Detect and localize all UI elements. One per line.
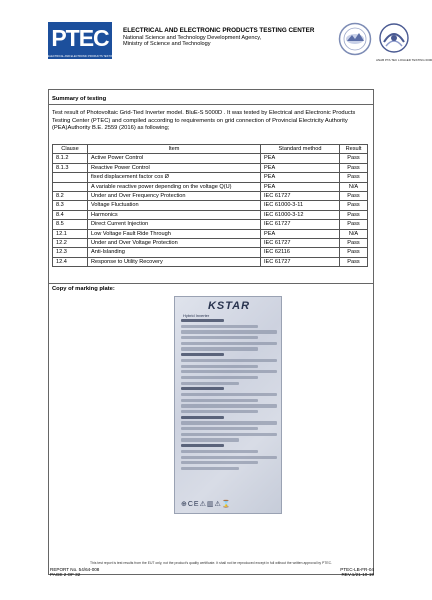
- cell-standard: PEA: [261, 229, 340, 238]
- table-row: [53, 163, 368, 172]
- table-row: [53, 229, 368, 238]
- cell-item: Response to Utility Recovery: [88, 257, 261, 266]
- organization-agency: National Science and Technology Development Agency,: [123, 34, 262, 41]
- cell-clause: 8.2: [53, 191, 88, 200]
- cell-item: Reactive Power Control: [88, 163, 261, 172]
- cell-clause: [53, 182, 88, 191]
- ilac-mra-seal: [376, 22, 432, 62]
- cell-standard: PEA: [261, 154, 340, 163]
- cell-result: N/A: [340, 182, 368, 191]
- cell-item: Under and Over Voltage Protection: [88, 238, 261, 247]
- cell-item: Anti-Islanding: [88, 248, 261, 257]
- header-standard: Standard method: [261, 145, 340, 154]
- plate-subtitle: Hybrid Inverter: [183, 313, 210, 318]
- cell-item: Voltage Fluctuation: [88, 201, 261, 210]
- table-row: [53, 248, 368, 257]
- header-clause: Clause: [53, 145, 88, 154]
- cell-item: fixed displacement factor cos Ø: [88, 173, 261, 182]
- cell-standard: IEC 61727: [261, 220, 340, 229]
- cell-result: Pass: [340, 238, 368, 247]
- cell-item: A variable reactive power depending on the voltage Q(U): [88, 182, 261, 191]
- cell-result: Pass: [340, 257, 368, 266]
- certification-icons: ⊕CE⚠▥⚠⌛: [181, 501, 232, 508]
- cell-clause: 12.4: [53, 257, 88, 266]
- table-row: [53, 173, 368, 182]
- table-row: [53, 201, 368, 210]
- results-table: [52, 144, 368, 267]
- table-row: [53, 210, 368, 219]
- organization-ministry: Ministry of Science and Technology: [123, 41, 211, 48]
- cell-standard: IEC 61727: [261, 238, 340, 247]
- cell-result: Pass: [340, 191, 368, 200]
- cell-standard: IEC 61727: [261, 191, 340, 200]
- cell-standard: PEA: [261, 173, 340, 182]
- ilac-seal-icon: [376, 22, 412, 56]
- table-row: [53, 182, 368, 191]
- revision: REV.1/21-10-19: [341, 572, 374, 578]
- cell-clause: 8.1.2: [53, 154, 88, 163]
- cell-clause: 8.5: [53, 220, 88, 229]
- report-header: [48, 22, 432, 70]
- ptec-logo: PTEC: [48, 22, 112, 54]
- cell-result: Pass: [340, 154, 368, 163]
- cell-result: Pass: [340, 210, 368, 219]
- cell-clause: 8.3: [53, 201, 88, 210]
- cell-item: Direct Current Injection: [88, 220, 261, 229]
- organization-name: ELECTRICAL AND ELECTRONIC PRODUCTS TESTING CENTER: [123, 27, 315, 34]
- table-header-row: [53, 145, 368, 154]
- ptec-logo-subtext: ELECTRICAL AND ELECTRONIC PRODUCTS TESTING CENTER: [48, 55, 126, 58]
- summary-title: Summary of testing: [52, 96, 107, 102]
- cell-result: Pass: [340, 173, 368, 182]
- table-row: [53, 238, 368, 247]
- marking-plate-image: [174, 296, 282, 514]
- cell-clause: 8.4: [53, 210, 88, 219]
- organization-block: [123, 28, 314, 48]
- table-row: [53, 257, 368, 266]
- page-footer: [50, 567, 374, 578]
- plate-specifications: [181, 319, 277, 473]
- table-row: [53, 191, 368, 200]
- cell-item: Under and Over Frequency Protection: [88, 191, 261, 200]
- cell-standard: PEA: [261, 182, 340, 191]
- cell-result: Pass: [340, 201, 368, 210]
- cell-standard: IEC 61000-3-11: [261, 201, 340, 210]
- seal-caption: ANAB PTA TEC LOGGED TESTING 0000: [376, 58, 432, 62]
- cell-standard: IEC 61727: [261, 257, 340, 266]
- cell-clause: 12.2: [53, 238, 88, 247]
- table-divider: [48, 283, 374, 284]
- cell-clause: 12.3: [53, 248, 88, 257]
- table-row: [53, 220, 368, 229]
- cell-standard: PEA: [261, 163, 340, 172]
- header-result: Result: [340, 145, 368, 154]
- header-item: Item: [88, 145, 261, 154]
- form-number: PTEC-LB-FR-04: [340, 567, 374, 572]
- cell-result: Pass: [340, 220, 368, 229]
- cell-clause: [53, 173, 88, 182]
- footer-disclaimer: This test report is test results from the EUT only, not the product's quality certificate. It shall not be reproduced except in full without the written approval by PTEC.: [90, 561, 332, 565]
- cell-result: N/A: [340, 229, 368, 238]
- page-number: PAGE 2 OF 32: [50, 572, 81, 578]
- accreditation-seal-icon: [338, 22, 372, 56]
- cell-item: Harmonics: [88, 210, 261, 219]
- summary-intro: Test result of Photovoltaic Grid-Tied Inverter model. BluE-S 5000D . It was tested by Electrical and Electronic Products Testing Center (PTEC) and compiled according to requirements on grid connection of Provincial Electricity Authority (PEA)Authority B.E. 2559 (2016) as following;: [52, 110, 356, 132]
- title-divider: [48, 104, 374, 105]
- table-row: [53, 154, 368, 163]
- cell-result: Pass: [340, 163, 368, 172]
- cell-item: Low Voltage Fault Ride Through: [88, 229, 261, 238]
- cell-standard: IEC 61000-3-12: [261, 210, 340, 219]
- cell-result: Pass: [340, 248, 368, 257]
- marking-plate-title: Copy of marking plate:: [52, 286, 115, 292]
- report-number: REPORT No. 54/64-008: [50, 567, 100, 572]
- cell-standard: IEC 62116: [261, 248, 340, 257]
- cell-clause: 8.1.3: [53, 163, 88, 172]
- cell-item: Active Power Control: [88, 154, 261, 163]
- cell-clause: 12.1: [53, 229, 88, 238]
- plate-brand: KSTAR: [207, 300, 251, 312]
